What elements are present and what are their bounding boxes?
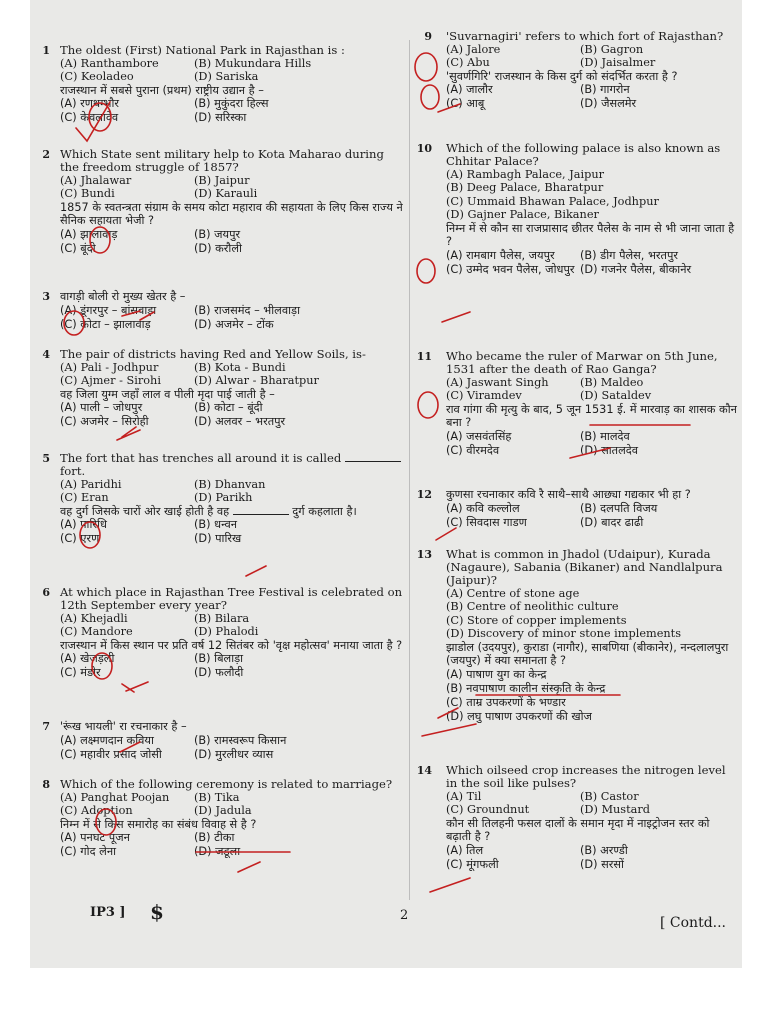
question-body (446, 30, 738, 111)
option: (B) गागरोन (580, 83, 630, 97)
option: (B) टीका (194, 831, 235, 845)
option: (C) केवलादेव (60, 111, 119, 125)
option: (A) पाषाण युग का केन्द्र (446, 667, 547, 681)
option: (B) Mukundara Hills (194, 57, 312, 70)
question-body (60, 148, 404, 256)
option: (A) Paridhi (60, 478, 122, 491)
option: (B) बिलाड़ा (194, 652, 244, 666)
option: (D) Parikh (194, 491, 253, 505)
question-number: 5 (42, 452, 50, 465)
options-hindi (60, 518, 404, 546)
question-text-hindi (60, 818, 404, 832)
options-english (446, 790, 738, 817)
option: (D) पारिख (194, 532, 242, 546)
question-number: 13 (416, 548, 432, 561)
question-body (60, 348, 404, 429)
question-number: 14 (416, 764, 432, 777)
option: (B) Kota - Bundi (194, 361, 286, 374)
option: (D) सरिस्का (194, 111, 247, 125)
exam-page (30, 0, 742, 968)
option: (B) रामस्वरूप किसान (194, 733, 287, 747)
options-english (60, 361, 404, 388)
question-stem: वह दुर्ग जिसके चारों ओर खाई होती है वह (60, 504, 230, 518)
question-stem: निम्न में से किस समारोह का संबंध विवाह से है ? (60, 817, 257, 831)
option: (B) अरण्डी (580, 843, 628, 857)
option: (B) Gagron (580, 43, 644, 56)
question-body (60, 586, 404, 680)
option: (D) लघु पाषाण उपकरणों की खोज (446, 709, 592, 723)
question-stem: 'Suvarnagiri' refers to which fort of Rajasthan? (446, 29, 724, 43)
option: (D) गजनेर पैलेस, बीकानेर (580, 262, 692, 276)
options-english (60, 174, 404, 201)
question-stem: राजस्थान में किस स्थान पर प्रति वर्ष 12 सितंबर को 'वृक्ष महोत्सव' मनाया जाता है ? (60, 638, 403, 652)
option: (A) कवि कल्लोल (446, 501, 520, 515)
question-stem: कौन सी तिलहनी फसल दालों के समान मृदा में नाइट्रोजन स्तर को बढ़ाती है ? (446, 816, 710, 844)
option: (C) आबू (446, 97, 485, 111)
option: (B) Centre of neolithic culture (446, 600, 619, 614)
option: (D) सातलदेव (580, 443, 639, 457)
options-english (446, 168, 738, 222)
question-number: 8 (42, 778, 50, 791)
question-text-hindi (446, 488, 738, 502)
question-stem: 'सुवर्णगिरि' राजस्थान के किस दुर्ग को संदर्भित करता है ? (446, 69, 678, 83)
question-body (446, 488, 738, 530)
question-stem: The pair of districts having Red and Yellow Soils, is- (60, 347, 366, 361)
question-text-english (60, 452, 404, 478)
option: (A) झालावाड़ (60, 227, 118, 241)
option: (C) वीरमदेव (446, 443, 500, 457)
question-text-hindi (446, 817, 738, 844)
option: (A) Pali - Jodhpur (60, 361, 159, 374)
option: (C) ताम्र उपकरणों के भण्डार (446, 695, 566, 709)
question-body (446, 764, 738, 872)
option: (C) उम्मेद भवन पैलेस, जोधपुर (446, 262, 575, 276)
option: (B) कोटा – बूंदी (194, 401, 263, 415)
option: (A) लक्ष्मणदान कविया (60, 733, 154, 747)
options-hindi (60, 228, 404, 256)
question-stem: Who became the ruler of Marwar on 5th June, 1531 after the death of Rao Ganga? (446, 349, 718, 376)
question-number: 11 (416, 350, 432, 363)
option: (D) Karauli (194, 187, 258, 201)
page-number: 2 (400, 908, 409, 923)
question-stem: राव गांगा की मृत्यु के बाद, 5 जून 1531 ई. में मारवाड़ का शासक कौन बना ? (446, 402, 737, 430)
question-body (60, 44, 404, 125)
option: (C) Abu (446, 56, 490, 70)
option: (A) Ranthambore (60, 57, 159, 70)
option: (A) Centre of stone age (446, 587, 580, 600)
option: (B) धन्वन (194, 518, 238, 532)
option: (C) Viramdev (446, 389, 522, 403)
question-body (446, 350, 738, 458)
options-hindi (60, 97, 404, 125)
option: (C) गोद लेना (60, 845, 117, 859)
question-stem-tail: fort. (60, 464, 86, 478)
options-english (446, 376, 738, 403)
option: (C) Mandore (60, 625, 133, 639)
option: (C) Eran (60, 491, 109, 505)
option: (D) Sariska (194, 70, 259, 84)
options-hindi (446, 502, 738, 530)
options-english (446, 43, 738, 70)
option: (D) जैसलमेर (580, 97, 637, 111)
question-stem: At which place in Rajasthan Tree Festival is celebrated on 12th September every year? (60, 585, 403, 612)
question-stem: Which State sent military help to Kota Maharao during the freedom struggle of 1857? (60, 147, 384, 174)
option: (B) Dhanvan (194, 478, 266, 491)
question-stem: 1857 के स्वतन्त्रता संग्राम के समय कोटा महाराव की सहायता के लिए किस राज्य ने सैनिक सहायता भेजी ? (60, 200, 403, 228)
continued-label: [ Contd... (660, 915, 727, 931)
option: (A) रामबाग पैलेस, जयपुर (446, 248, 555, 262)
option: (D) अलवर – भरतपुर (194, 415, 286, 429)
question-text-english (446, 30, 738, 43)
right-column (412, 0, 742, 968)
option: (C) बूंदी (60, 241, 96, 255)
options-english (60, 612, 404, 639)
option: (C) Store of copper implements (446, 613, 627, 627)
option: (C) सिवदास गाडण (446, 515, 527, 529)
question-stem: Which oilseed crop increases the nitrogen level in the soil like pulses? (446, 763, 726, 790)
option: (D) Phalodi (194, 625, 259, 639)
option: (B) Bilara (194, 612, 250, 625)
option: (A) रणथम्भौर (60, 97, 120, 111)
option: (D) सरसों (580, 857, 624, 871)
option: (B) Deeg Palace, Bharatpur (446, 181, 604, 195)
option: (C) Bundi (60, 187, 115, 201)
option: (B) Jaipur (194, 174, 250, 187)
options-hindi (60, 831, 404, 859)
option: (A) पारिधि (60, 518, 107, 532)
answer-blank (233, 505, 289, 515)
question-text-english (60, 148, 404, 174)
question-stem-tail: दुर्ग कहलाता है। (292, 504, 357, 518)
options-hindi (446, 668, 738, 724)
question-text-english (60, 348, 404, 361)
question-stem: The oldest (First) National Park in Rajasthan is : (60, 43, 345, 57)
option: (C) अजमेर – सिरोही (60, 415, 149, 429)
option: (A) जसवंतसिंह (446, 429, 512, 443)
option: (B) डीग पैलेस, भरतपुर (580, 248, 679, 262)
options-english (446, 587, 738, 641)
answer-blank (345, 452, 401, 462)
option: (A) तिल (446, 843, 484, 857)
option: (D) Mustard (580, 803, 651, 817)
question-text-hindi (60, 720, 404, 734)
options-hindi (446, 83, 738, 111)
option: (D) जडूला (194, 845, 241, 859)
option: (B) नवपाषाण कालीन संस्कृति के केन्द्र (446, 681, 606, 695)
question-number: 1 (42, 44, 50, 57)
option: (B) दलपति विजय (580, 501, 658, 515)
question-text-english (446, 350, 738, 376)
question-text-hindi (446, 70, 738, 84)
option: (A) Khejadli (60, 612, 128, 625)
question-number: 6 (42, 586, 50, 599)
options-hindi (446, 430, 738, 458)
option: (C) मूंगफली (446, 857, 499, 871)
option: (D) Discovery of minor stone implements (446, 627, 682, 641)
question-text-hindi (60, 84, 404, 98)
question-number: 2 (42, 148, 50, 161)
option: (B) मालदेव (580, 429, 630, 443)
option: (B) राजसमंद – भीलवाड़ा (194, 303, 301, 317)
option: (A) Jaswant Singh (446, 376, 549, 389)
question-stem: The fort that has trenches all around it is called (60, 451, 342, 465)
question-text-english (60, 586, 404, 612)
option: (C) कोटा – झालावाड़ (60, 317, 151, 331)
question-text-hindi (60, 201, 404, 228)
option: (A) Til (446, 790, 482, 803)
option: (D) Gajner Palace, Bikaner (446, 208, 599, 222)
options-hindi (60, 652, 404, 680)
question-stem: What is common in Jhadol (Udaipur), Kurada (Nagaure), Sabania (Bikaner) and Nandlalpura (Jaipur)? (446, 547, 723, 587)
question-number: 3 (42, 290, 50, 303)
option: (C) Ajmer - Sirohi (60, 374, 161, 388)
option: (A) डूंगरपुर – बांसवाड़ा (60, 303, 157, 317)
question-body (60, 452, 404, 546)
options-english (60, 791, 404, 818)
option: (C) Keoladeo (60, 70, 134, 84)
option: (C) Groundnut (446, 803, 530, 817)
question-number: 7 (42, 720, 50, 733)
question-text-english (60, 778, 404, 791)
question-number: 4 (42, 348, 50, 361)
option: (C) Ummaid Bhawan Palace, Jodhpur (446, 194, 659, 208)
option: (B) Maldeo (580, 376, 644, 389)
options-hindi (446, 844, 738, 872)
option: (A) Panghat Poojan (60, 791, 170, 804)
question-stem: वह जिला युग्म जहाँ लाल व पीली मृदा पाई जाती है – (60, 387, 275, 401)
question-text-hindi (60, 639, 404, 653)
options-hindi (446, 249, 738, 277)
question-body (60, 778, 404, 859)
option: (A) खेजड़ली (60, 652, 115, 666)
question-stem: Which of the following ceremony is related to marriage? (60, 777, 393, 791)
option: (C) महावीर प्रसाद जोसी (60, 747, 162, 761)
booklet-symbol: $ (150, 900, 164, 924)
option: (A) Jalore (446, 43, 501, 56)
option: (A) पाली – जोधपुर (60, 401, 143, 415)
option: (D) बादर ढाढी (580, 515, 644, 529)
option: (C) Adoption (60, 804, 133, 818)
options-english (60, 478, 404, 505)
question-stem: वागड़ी बोली रो मुख्य खेतर है – (60, 290, 186, 303)
question-number: 12 (416, 488, 432, 501)
option: (D) Sataldev (580, 389, 652, 403)
question-stem: कुणसा रचनाकार कवि रै साथै–साथै आछ्या गद्यकार भी हा ? (446, 488, 691, 501)
option: (B) मुकुंदरा हिल्स (194, 97, 269, 111)
question-number: 9 (424, 30, 432, 43)
question-text-hindi (446, 222, 738, 249)
option: (D) करौली (194, 241, 242, 255)
question-text-english (446, 764, 738, 790)
option: (B) Castor (580, 790, 639, 803)
options-hindi (60, 401, 404, 429)
question-text-hindi (446, 403, 738, 430)
question-text-hindi (60, 388, 404, 402)
question-text-hindi (60, 505, 404, 519)
option: (D) अजमेर – टोंक (194, 317, 274, 331)
option: (A) जालौर (446, 83, 493, 97)
option: (A) Rambagh Palace, Jaipur (446, 168, 604, 181)
option: (D) मुरलीधर व्यास (194, 747, 274, 761)
option: (B) Tika (194, 791, 240, 804)
question-stem: Which of the following palace is also known as Chhitar Palace? (446, 141, 721, 168)
question-body (60, 290, 404, 332)
option: (A) पनघट पूजन (60, 831, 130, 845)
option: (A) Jhalawar (60, 174, 132, 187)
question-stem: राजस्थान में सबसे पुराना (प्रथम) राष्ट्रीय उद्यान है – (60, 83, 264, 97)
option: (D) फलौदी (194, 666, 244, 680)
option: (D) Alwar - Bharatpur (194, 374, 319, 388)
question-body (446, 548, 738, 724)
question-text-english (60, 44, 404, 57)
question-text-hindi (60, 290, 404, 304)
question-body (446, 142, 738, 277)
option: (D) Jadula (194, 804, 252, 818)
option: (C) मंडोर (60, 666, 101, 680)
option: (B) जयपुर (194, 227, 241, 241)
left-column (30, 0, 408, 968)
options-hindi (60, 304, 404, 332)
option: (D) Jaisalmer (580, 56, 656, 70)
option: (C) एरण (60, 532, 100, 546)
booklet-code: IP3 ] (90, 905, 126, 920)
question-text-english (446, 548, 738, 587)
question-stem: निम्न में से कौन सा राजप्रासाद छीतर पैलेस के नाम से भी जाना जाता है ? (446, 221, 735, 249)
options-english (60, 57, 404, 84)
options-hindi (60, 734, 404, 762)
question-stem: 'रूंख भायली' रा रचनाकार है – (60, 720, 187, 733)
question-number: 10 (416, 142, 432, 155)
question-text-hindi (446, 641, 738, 668)
question-stem: झाडोल (उदयपुर), कुराडा (नागौर), साबणिया (बीकानेर), नन्दलालपुरा (जयपुर) में क्या समानता है ? (446, 640, 729, 668)
question-body (60, 720, 404, 762)
question-text-english (446, 142, 738, 168)
column-divider (409, 40, 410, 900)
